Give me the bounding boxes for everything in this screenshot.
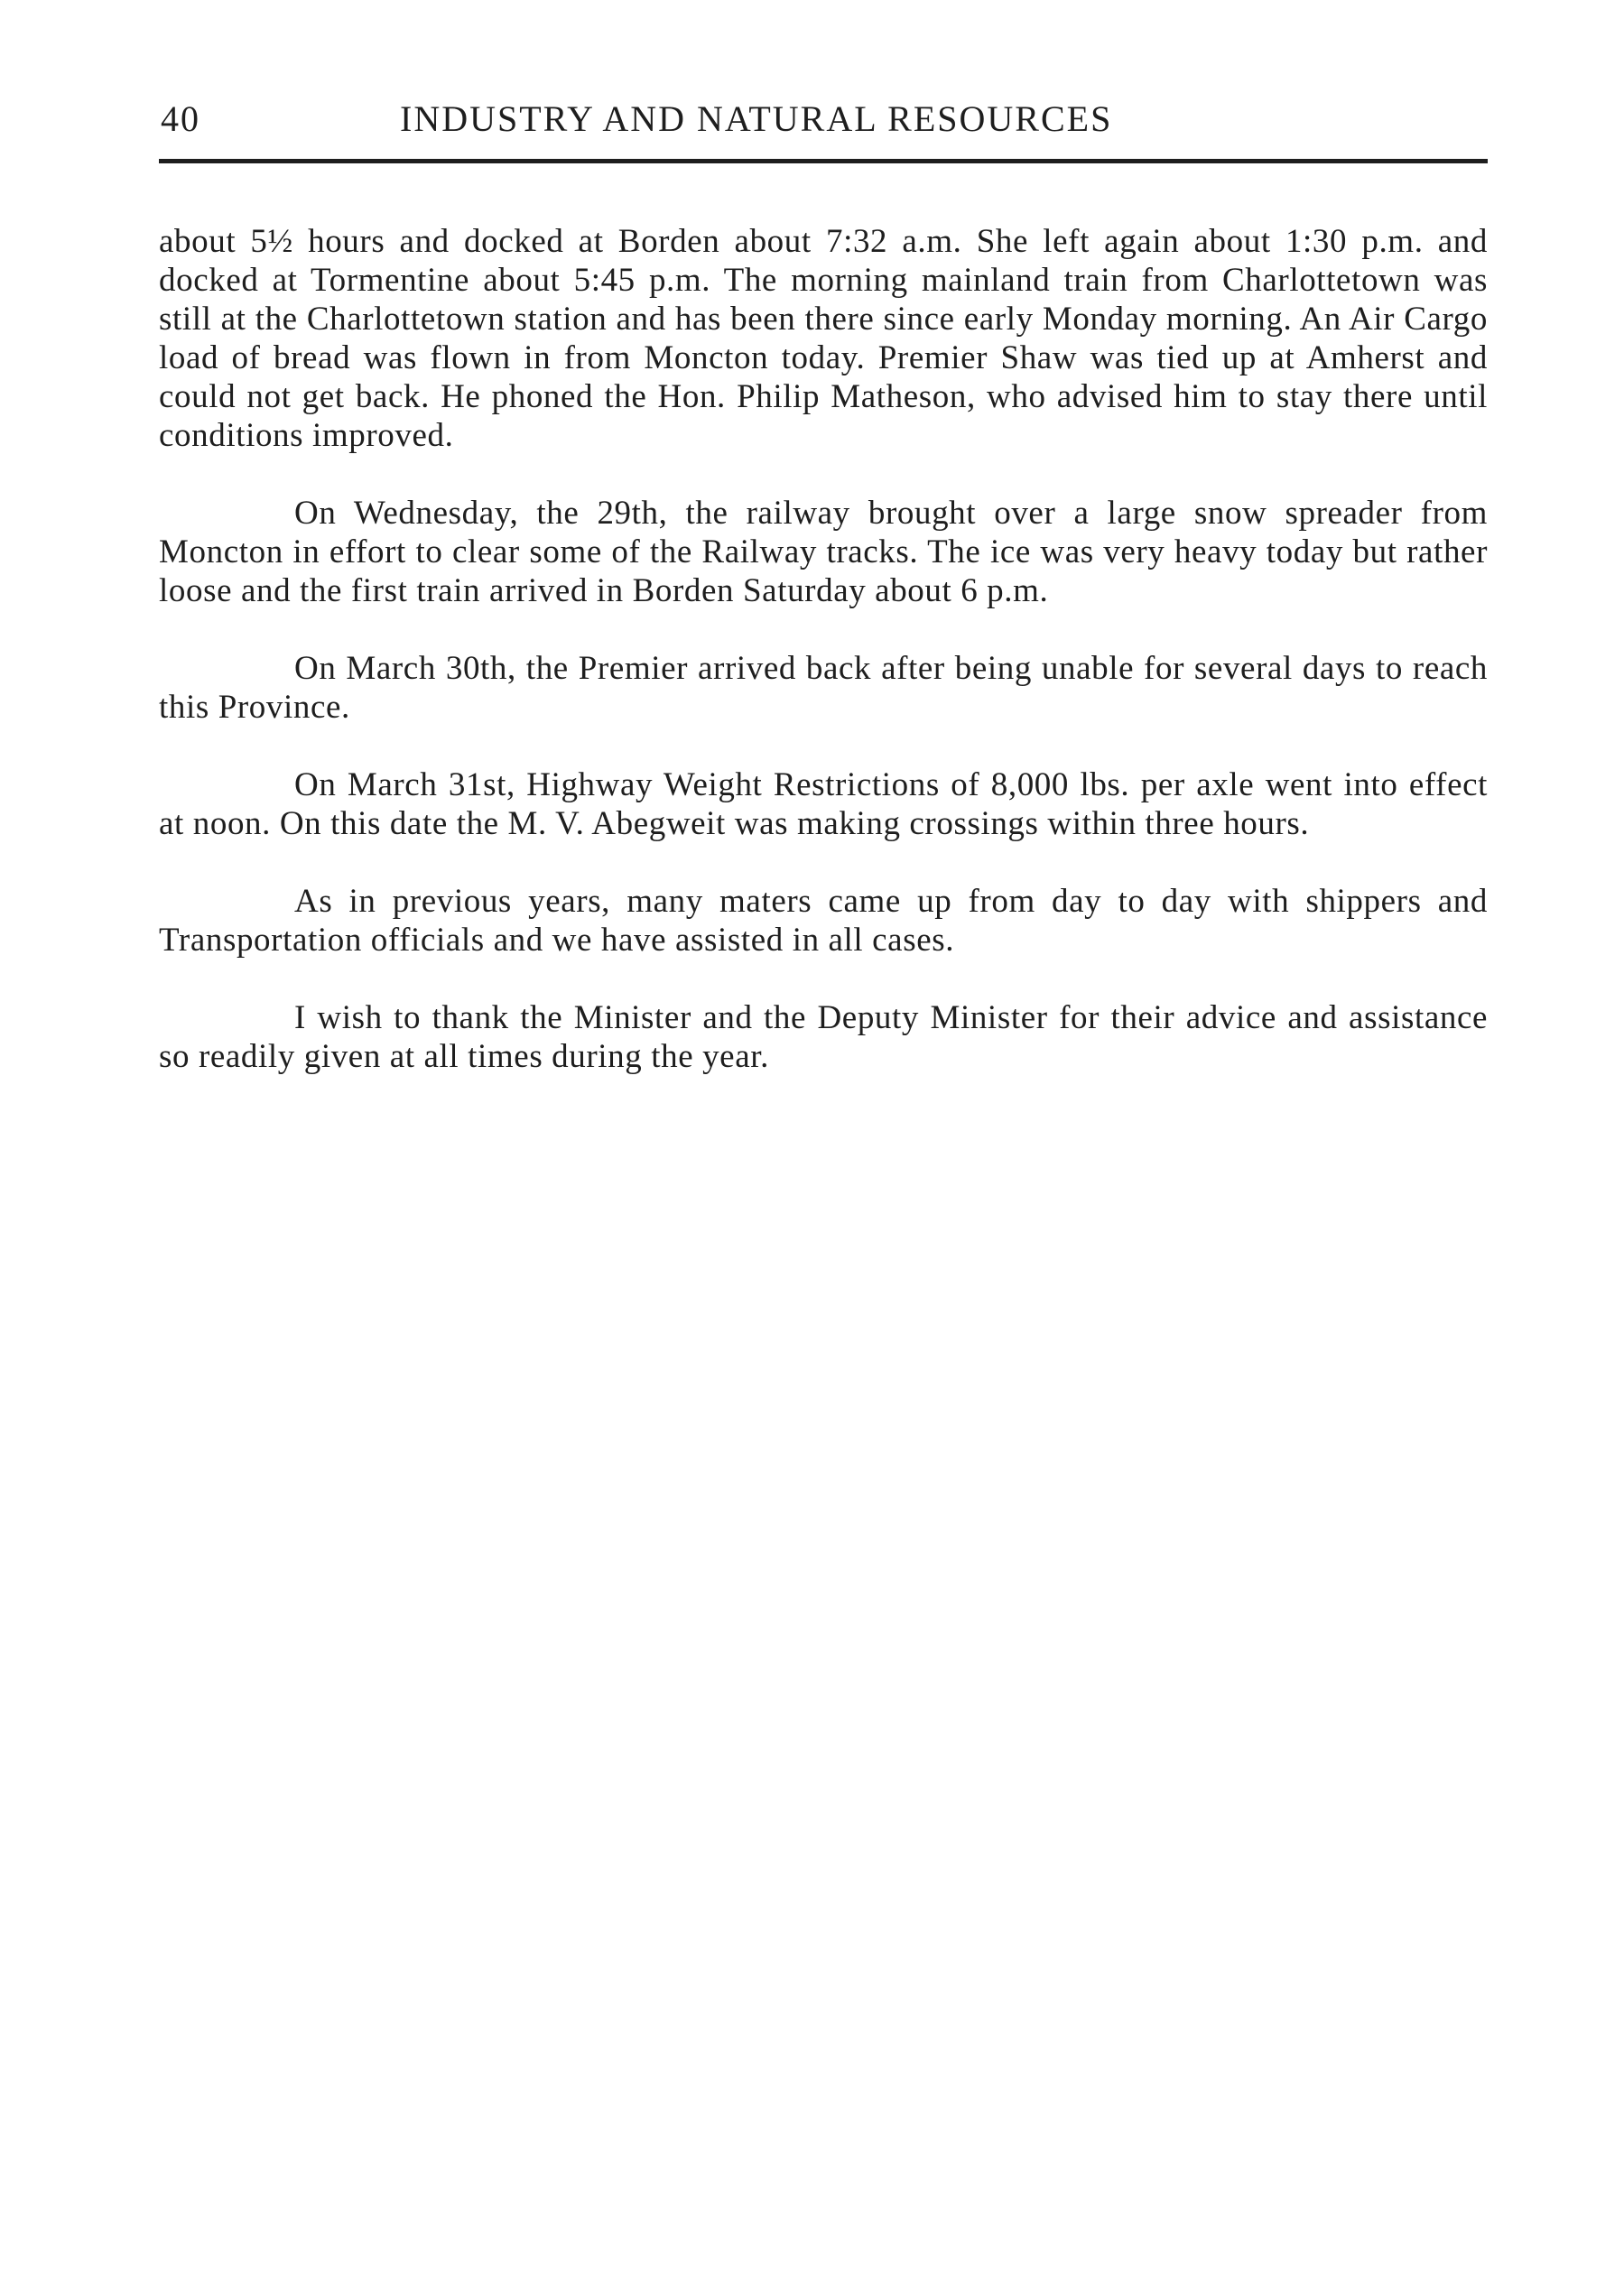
header-rule	[159, 159, 1488, 163]
running-title: INDUSTRY AND NATURAL RESOURCES	[400, 98, 1113, 139]
running-header	[161, 97, 1488, 148]
paragraph-previous-years: As in previous years, many maters came up from day to day with shippers and Transportation officials and we have assisted in all cases.	[159, 883, 1488, 959]
body-text	[159, 222, 1488, 1115]
paragraph-thanks: I wish to thank the Minister and the Deputy Minister for their advice and assistance so readily given at all times during the year.	[159, 999, 1488, 1075]
paragraph-march-30: On March 30th, the Premier arrived back after being unable for several days to reach this Province.	[159, 650, 1488, 726]
paragraph-continued: about 5½ hours and docked at Borden about 7:32 a.m. She left again about 1:30 p.m. and docked at Tormentine about 5:45 p.m. The morning mainland train from Charlottetown was still at the Charlottetown station and has been there since early Monday morning. An Air Cargo load of bread was flown in from Moncton today. Premier Shaw was tied up at Amherst and could not get back. He phoned the Hon. Philip Matheson, who advised him to stay there until conditions improved.	[159, 223, 1488, 454]
paragraph-wednesday: On Wednesday, the 29th, the railway brought over a large snow spreader from Moncton in effort to clear some of the Railway tracks. The ice was very heavy today but rather loose and the first train arrived in Borden Saturday about 6 p.m.	[159, 495, 1488, 609]
page-number: 40	[161, 98, 200, 139]
paragraph-march-31: On March 31st, Highway Weight Restrictions of 8,000 lbs. per axle went into effect at noon. On this date the M. V. Abegweit was making crossings within three hours.	[159, 766, 1488, 842]
